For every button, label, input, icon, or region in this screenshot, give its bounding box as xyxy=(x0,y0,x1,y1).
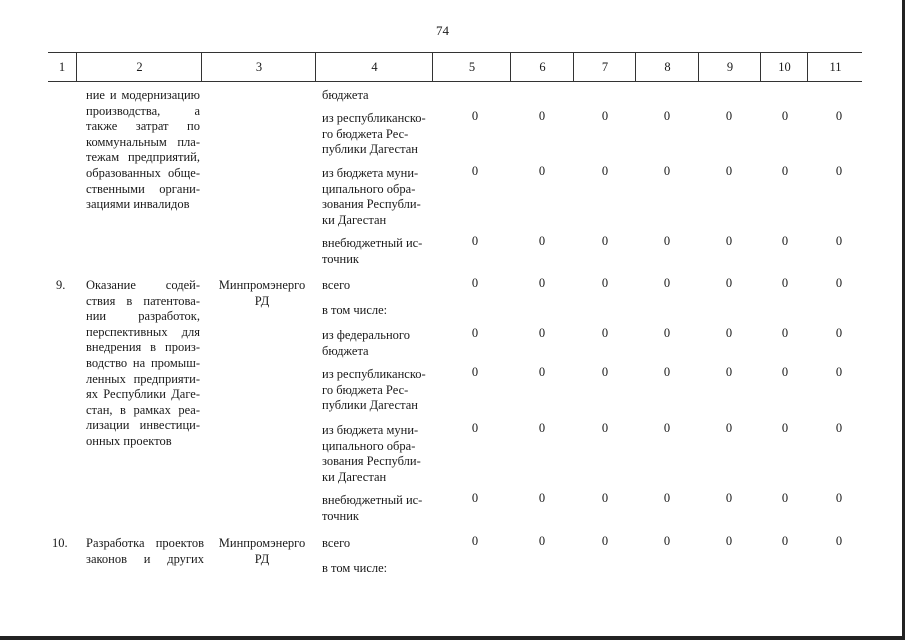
table-header-row xyxy=(48,52,862,82)
value-col-6: 0 xyxy=(538,164,546,178)
value-col-9: 0 xyxy=(725,534,733,548)
value-col-5: 0 xyxy=(471,491,479,505)
value-col-10: 0 xyxy=(781,421,789,435)
value-col-8: 0 xyxy=(663,109,671,123)
value-col-5: 0 xyxy=(471,326,479,340)
value-col-5: 0 xyxy=(471,534,479,548)
source-label: из республиканско- го бюджета Рес- публики Дагестан xyxy=(322,367,426,413)
value-col-11: 0 xyxy=(835,276,843,290)
header-col-8: 8 xyxy=(635,53,699,81)
source-label: внебюджетный ис- точник xyxy=(322,493,423,523)
value-col-5: 0 xyxy=(471,164,479,178)
continued-activity-text: ние и модернизацию производства, а также затрат по коммунальным пла- тежам предприятий, образованных обще- ственными органи- зациями инвалидов xyxy=(86,88,200,212)
value-col-10: 0 xyxy=(781,491,789,505)
value-col-6: 0 xyxy=(538,491,546,505)
value-col-11: 0 xyxy=(835,164,843,178)
value-col-8: 0 xyxy=(663,365,671,379)
value-col-7: 0 xyxy=(601,491,609,505)
value-col-8: 0 xyxy=(663,491,671,505)
header-col-11: 11 xyxy=(807,53,863,81)
including-label: в том числе: xyxy=(322,303,388,317)
item-9-executor: Минпромэнерго РД xyxy=(218,278,306,308)
value-col-10: 0 xyxy=(781,534,789,548)
value-col-11: 0 xyxy=(835,365,843,379)
value-col-8: 0 xyxy=(663,234,671,248)
including-label: в том числе: xyxy=(322,561,388,575)
value-col-8: 0 xyxy=(663,276,671,290)
header-col-1: 1 xyxy=(58,60,66,74)
header-col-10: 10 xyxy=(760,53,808,81)
header-col-4: 4 xyxy=(315,53,433,81)
value-col-8: 0 xyxy=(663,326,671,340)
value-col-6: 0 xyxy=(538,534,546,548)
item-10-executor: Минпромэнерго РД xyxy=(218,536,306,566)
value-col-9: 0 xyxy=(725,276,733,290)
source-label: из бюджета муни- ципального обра- зования Республи- ки Дагестан xyxy=(322,166,421,227)
value-col-11: 0 xyxy=(835,534,843,548)
item-9-number: 9. xyxy=(56,278,66,292)
value-col-7: 0 xyxy=(601,234,609,248)
value-col-9: 0 xyxy=(725,421,733,435)
value-col-9: 0 xyxy=(725,164,733,178)
value-col-6: 0 xyxy=(538,365,546,379)
value-col-5: 0 xyxy=(471,276,479,290)
value-col-10: 0 xyxy=(781,109,789,123)
value-col-10: 0 xyxy=(781,326,789,340)
value-col-9: 0 xyxy=(725,109,733,123)
header-col-5: 5 xyxy=(432,53,511,81)
value-col-11: 0 xyxy=(835,326,843,340)
value-col-5: 0 xyxy=(471,365,479,379)
value-col-9: 0 xyxy=(725,491,733,505)
value-col-7: 0 xyxy=(601,326,609,340)
value-col-5: 0 xyxy=(471,109,479,123)
value-col-7: 0 xyxy=(601,109,609,123)
value-col-11: 0 xyxy=(835,421,843,435)
item-10-activity: Разработка проектов законов и других xyxy=(86,536,204,566)
value-col-11: 0 xyxy=(835,491,843,505)
value-col-10: 0 xyxy=(781,365,789,379)
source-label: всего xyxy=(322,278,351,292)
value-col-6: 0 xyxy=(538,276,546,290)
source-label: из бюджета муни- ципального обра- зования Республи- ки Дагестан xyxy=(322,423,421,484)
source-continued-tail: бюджета xyxy=(322,88,369,102)
source-label: из федерального бюджета xyxy=(322,328,410,358)
value-col-6: 0 xyxy=(538,326,546,340)
item-9-activity: Оказание содей- ствия в патентова- нии разработок, перспективных для внедрения в произ- водство на промыш- ленных предприяти- ях Республики Даге- стан, в рамках реа- лизации инвестици- онных проектов xyxy=(86,278,200,448)
item-10-number: 10. xyxy=(52,536,68,550)
value-col-9: 0 xyxy=(725,365,733,379)
header-col-2: 2 xyxy=(76,53,202,81)
value-col-9: 0 xyxy=(725,234,733,248)
source-label: всего xyxy=(322,536,351,550)
value-col-7: 0 xyxy=(601,421,609,435)
value-col-10: 0 xyxy=(781,276,789,290)
value-col-10: 0 xyxy=(781,164,789,178)
scan-edge-bottom xyxy=(0,636,905,640)
value-col-6: 0 xyxy=(538,234,546,248)
header-col-7: 7 xyxy=(573,53,636,81)
value-col-5: 0 xyxy=(471,421,479,435)
value-col-7: 0 xyxy=(601,534,609,548)
value-col-7: 0 xyxy=(601,164,609,178)
header-col-3: 3 xyxy=(201,53,316,81)
value-col-8: 0 xyxy=(663,534,671,548)
value-col-11: 0 xyxy=(835,109,843,123)
value-col-7: 0 xyxy=(601,276,609,290)
header-col-9: 9 xyxy=(698,53,761,81)
value-col-11: 0 xyxy=(835,234,843,248)
source-label: из республиканско- го бюджета Рес- публики Дагестан xyxy=(322,111,426,157)
value-col-6: 0 xyxy=(538,421,546,435)
value-col-10: 0 xyxy=(781,234,789,248)
value-col-7: 0 xyxy=(601,365,609,379)
value-col-9: 0 xyxy=(725,326,733,340)
value-col-6: 0 xyxy=(538,109,546,123)
value-col-8: 0 xyxy=(663,164,671,178)
header-col-6: 6 xyxy=(510,53,574,81)
source-label: внебюджетный ис- точник xyxy=(322,236,423,266)
value-col-8: 0 xyxy=(663,421,671,435)
value-col-5: 0 xyxy=(471,234,479,248)
page-number: 74 xyxy=(436,23,449,38)
